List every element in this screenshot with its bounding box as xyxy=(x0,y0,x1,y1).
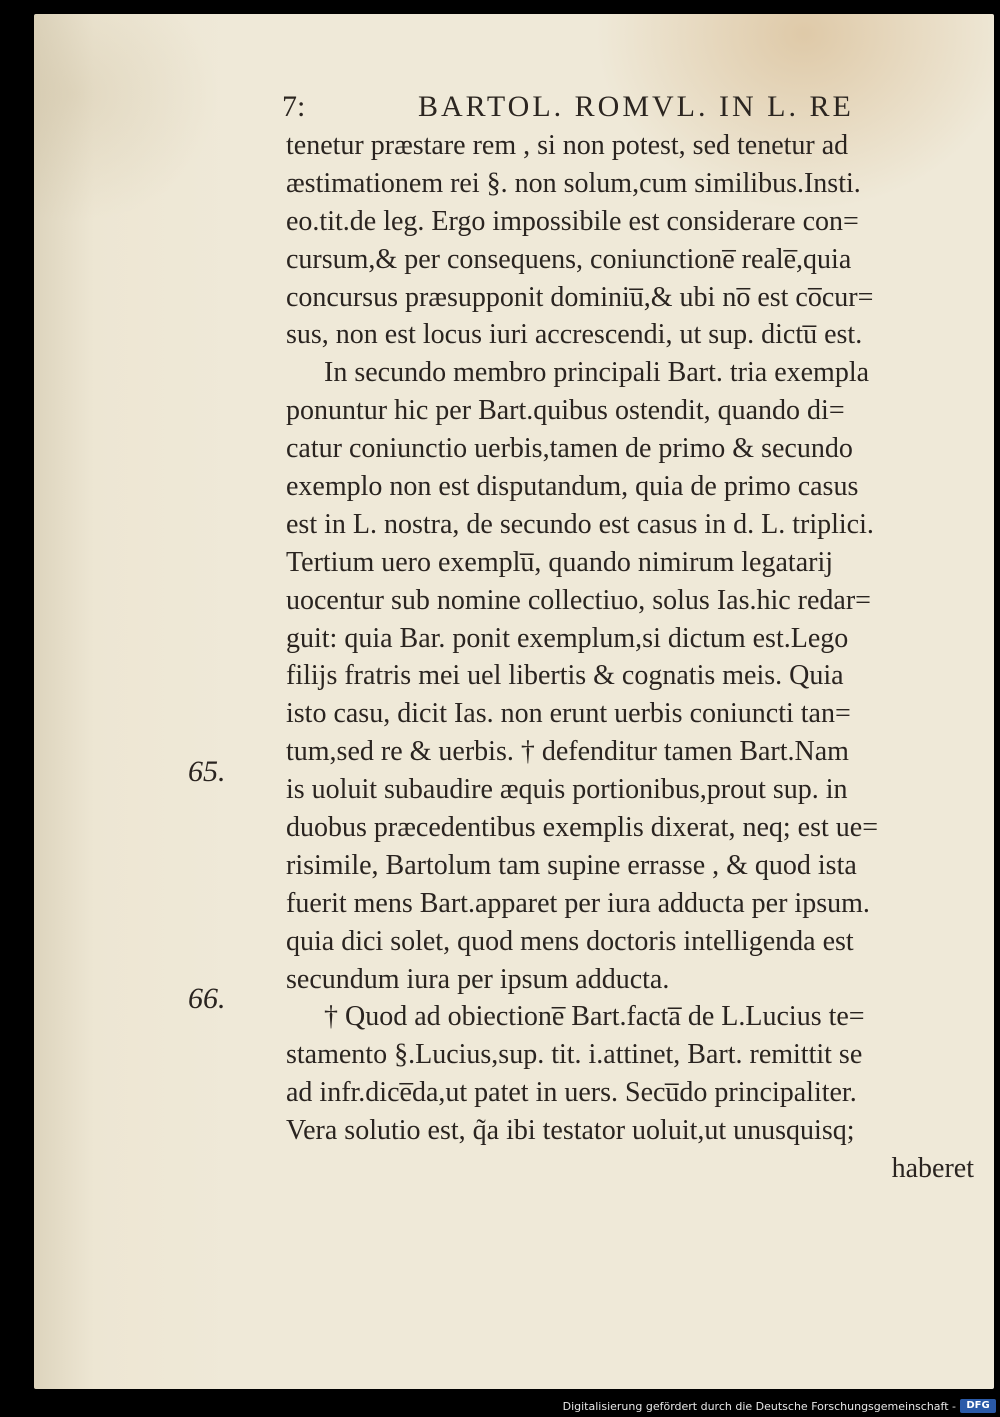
margin-number-65: 65. xyxy=(188,755,226,788)
text-line: tenetur præstare rem , si non potest, sed tenetur ad xyxy=(286,130,849,161)
text-line: secundum iura per ipsum adducta. xyxy=(286,963,670,995)
text-line: est in L. nostra, de secundo est casus in d. L. triplici. xyxy=(286,508,874,540)
digitization-footer xyxy=(0,1397,1000,1417)
running-title: BARTOL. ROMVL. IN L. RE xyxy=(418,90,854,123)
text-line: catur coniunctio uerbis,tamen de primo & secundo xyxy=(286,433,853,465)
text-line: duobus præcedentibus exemplis dixerat, neq; est ue= xyxy=(286,812,878,844)
dfg-logo: DFG xyxy=(960,1399,996,1413)
text-line: filijs fratris mei uel libertis & cognatis meis. Quia xyxy=(286,660,844,692)
text-line: æstimationem rei §. non solum,cum similibus.Insti. xyxy=(286,167,861,199)
catchword: haberet xyxy=(891,1153,974,1185)
text-line: eo.tit.de leg. Ergo impossibile est considerare con= xyxy=(286,205,859,237)
text-line: fuerit mens Bart.apparet per iura adducta per ipsum. xyxy=(286,887,870,919)
page-folio: 7: xyxy=(282,90,306,123)
text-line: quia dici solet, quod mens doctoris intelligenda est xyxy=(286,925,854,957)
text-line: guit: quia Bar. ponit exemplum,si dictum est.Lego xyxy=(286,622,849,654)
text-line: † Quod ad obiectione̅ Bart.facta̅ de L.Lucius te= xyxy=(324,1001,865,1033)
text-line: exemplo non est disputandum, quia de primo casus xyxy=(286,471,859,503)
text-line: stamento §.Lucius,sup. tit. i.attinet, Bart. remittit se xyxy=(286,1039,863,1071)
text-line: tum,sed re & uerbis. † defenditur tamen Bart.Nam xyxy=(286,736,849,768)
page-header xyxy=(282,90,972,130)
text-line: Tertium uero exemplu̅, quando nimirum legatarij xyxy=(286,546,833,578)
text-line: risimile, Bartolum tam supine errasse , & quod ista xyxy=(286,849,857,881)
text-line: Vera solutio est, q̃a ibi testator uoluit,ut unusquisq; xyxy=(286,1115,855,1147)
text-line: ponuntur hic per Bart.quibus ostendit, quando di= xyxy=(286,395,845,427)
text-line: sus, non est locus iuri accrescendi, ut sup. dictu̅ est. xyxy=(286,319,863,351)
text-line: concursus præsupponit dominiu̅,& ubi no̅ est co̅cur= xyxy=(286,281,874,313)
text-line: isto casu, dicit Ias. non erunt uerbis coniuncti tan= xyxy=(286,698,851,730)
text-line: cursum,& per consequens, coniunctione̅ reale̅,quia xyxy=(286,243,852,275)
body-text xyxy=(286,127,986,1188)
text-line: is uoluit subaudire æquis portionibus,prout sup. in xyxy=(286,774,848,806)
text-line: ad infr.dice̅da,ut patet in uers. Secu̅do principaliter. xyxy=(286,1077,857,1109)
margin-number-66: 66. xyxy=(188,982,226,1015)
funding-caption: Digitalisierung gefördert durch die Deutsche Forschungsgemeinschaft - xyxy=(562,1400,956,1413)
text-line: uocentur sub nomine collectiuo, solus Ias.hic redar= xyxy=(286,584,871,616)
text-line: In secundo membro principali Bart. tria exempla xyxy=(324,357,870,389)
